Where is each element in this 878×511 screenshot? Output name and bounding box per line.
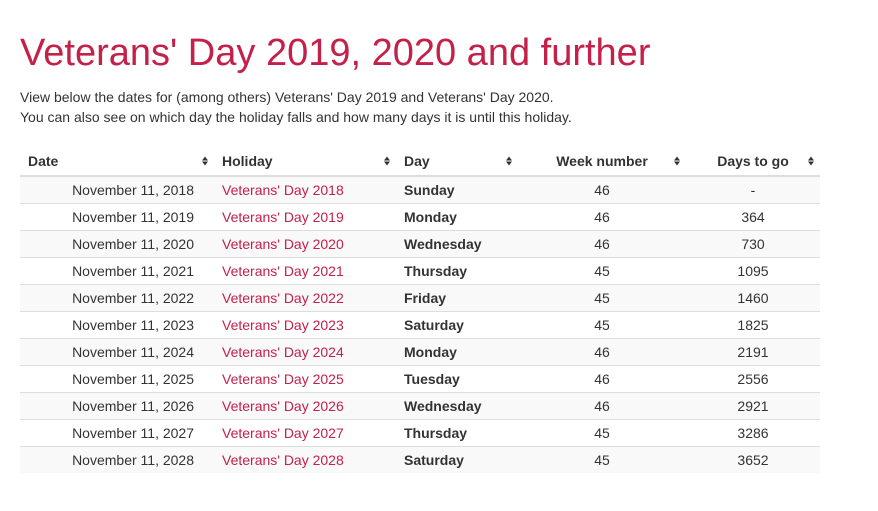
cell-days-to-go: -	[686, 176, 820, 204]
cell-day: Thursday	[396, 420, 518, 447]
holiday-link[interactable]: Veterans' Day 2021	[222, 263, 344, 279]
cell-day: Wednesday	[396, 393, 518, 420]
column-header-date[interactable]	[20, 147, 214, 176]
cell-days-to-go: 3286	[686, 420, 820, 447]
table-row	[20, 312, 820, 339]
cell-days-to-go: 1825	[686, 312, 820, 339]
cell-week-number: 45	[518, 447, 686, 474]
holiday-link[interactable]: Veterans' Day 2020	[222, 236, 344, 252]
cell-holiday	[214, 204, 396, 231]
cell-week-number: 46	[518, 393, 686, 420]
table-body	[20, 176, 820, 473]
sort-icon[interactable]	[674, 157, 680, 166]
cell-week-number: 46	[518, 204, 686, 231]
page-title: Veterans' Day 2019, 2020 and further	[20, 32, 651, 74]
cell-day: Sunday	[396, 176, 518, 204]
intro-line-2: You can also see on which day the holiday falls and how many days it is until this holiday.	[20, 109, 572, 125]
cell-days-to-go: 2191	[686, 339, 820, 366]
table-row	[20, 366, 820, 393]
cell-days-to-go: 2556	[686, 366, 820, 393]
cell-date: November 11, 2024	[20, 339, 214, 366]
cell-week-number: 45	[518, 420, 686, 447]
cell-week-number: 45	[518, 312, 686, 339]
cell-date: November 11, 2020	[20, 231, 214, 258]
table-row	[20, 339, 820, 366]
cell-holiday	[214, 366, 396, 393]
column-header-label: Week number	[556, 153, 648, 169]
cell-date: November 11, 2021	[20, 258, 214, 285]
holiday-link[interactable]: Veterans' Day 2024	[222, 344, 344, 360]
cell-day: Tuesday	[396, 366, 518, 393]
cell-date: November 11, 2027	[20, 420, 214, 447]
cell-day: Monday	[396, 204, 518, 231]
cell-days-to-go: 3652	[686, 447, 820, 474]
cell-day: Friday	[396, 285, 518, 312]
cell-days-to-go: 2921	[686, 393, 820, 420]
cell-date: November 11, 2019	[20, 204, 214, 231]
holiday-link[interactable]: Veterans' Day 2018	[222, 182, 344, 198]
table-row	[20, 231, 820, 258]
table-row	[20, 393, 820, 420]
cell-date: November 11, 2018	[20, 176, 214, 204]
cell-week-number: 46	[518, 339, 686, 366]
cell-holiday	[214, 420, 396, 447]
column-header-days-to-go[interactable]	[686, 147, 820, 176]
cell-day: Monday	[396, 339, 518, 366]
sort-icon[interactable]	[384, 157, 390, 166]
cell-holiday	[214, 176, 396, 204]
holiday-link[interactable]: Veterans' Day 2028	[222, 452, 344, 468]
cell-week-number: 46	[518, 366, 686, 393]
cell-days-to-go: 730	[686, 231, 820, 258]
table-row	[20, 285, 820, 312]
cell-holiday	[214, 447, 396, 474]
cell-date: November 11, 2023	[20, 312, 214, 339]
cell-date: November 11, 2022	[20, 285, 214, 312]
cell-date: November 11, 2026	[20, 393, 214, 420]
column-header-label: Holiday	[222, 153, 273, 169]
table-row	[20, 176, 820, 204]
sort-icon[interactable]	[202, 157, 208, 166]
cell-holiday	[214, 258, 396, 285]
column-header-week-number[interactable]	[518, 147, 686, 176]
cell-week-number: 46	[518, 231, 686, 258]
column-header-day[interactable]	[396, 147, 518, 176]
cell-days-to-go: 1460	[686, 285, 820, 312]
cell-days-to-go: 1095	[686, 258, 820, 285]
intro-text	[20, 87, 572, 127]
sort-icon[interactable]	[506, 157, 512, 166]
holiday-link[interactable]: Veterans' Day 2019	[222, 209, 344, 225]
cell-holiday	[214, 312, 396, 339]
table-row	[20, 258, 820, 285]
cell-days-to-go: 364	[686, 204, 820, 231]
table-header-row	[20, 147, 820, 176]
cell-week-number: 45	[518, 285, 686, 312]
cell-week-number: 45	[518, 258, 686, 285]
column-header-label: Day	[404, 153, 430, 169]
holiday-link[interactable]: Veterans' Day 2025	[222, 371, 344, 387]
cell-date: November 11, 2028	[20, 447, 214, 474]
table-row	[20, 204, 820, 231]
cell-week-number: 46	[518, 176, 686, 204]
cell-day: Wednesday	[396, 231, 518, 258]
column-header-label: Days to go	[717, 153, 789, 169]
holiday-link[interactable]: Veterans' Day 2026	[222, 398, 344, 414]
cell-date: November 11, 2025	[20, 366, 214, 393]
holiday-link[interactable]: Veterans' Day 2027	[222, 425, 344, 441]
holiday-link[interactable]: Veterans' Day 2022	[222, 290, 344, 306]
column-header-label: Date	[28, 153, 59, 169]
cell-day: Saturday	[396, 312, 518, 339]
intro-line-1: View below the dates for (among others) Veterans' Day 2019 and Veterans' Day 2020.	[20, 89, 554, 105]
cell-day: Thursday	[396, 258, 518, 285]
cell-holiday	[214, 339, 396, 366]
table-row	[20, 447, 820, 474]
sort-icon[interactable]	[808, 157, 814, 166]
holiday-table	[20, 147, 820, 473]
cell-holiday	[214, 231, 396, 258]
cell-holiday	[214, 285, 396, 312]
column-header-holiday[interactable]	[214, 147, 396, 176]
cell-holiday	[214, 393, 396, 420]
cell-day: Saturday	[396, 447, 518, 474]
holiday-link[interactable]: Veterans' Day 2023	[222, 317, 344, 333]
table-row	[20, 420, 820, 447]
